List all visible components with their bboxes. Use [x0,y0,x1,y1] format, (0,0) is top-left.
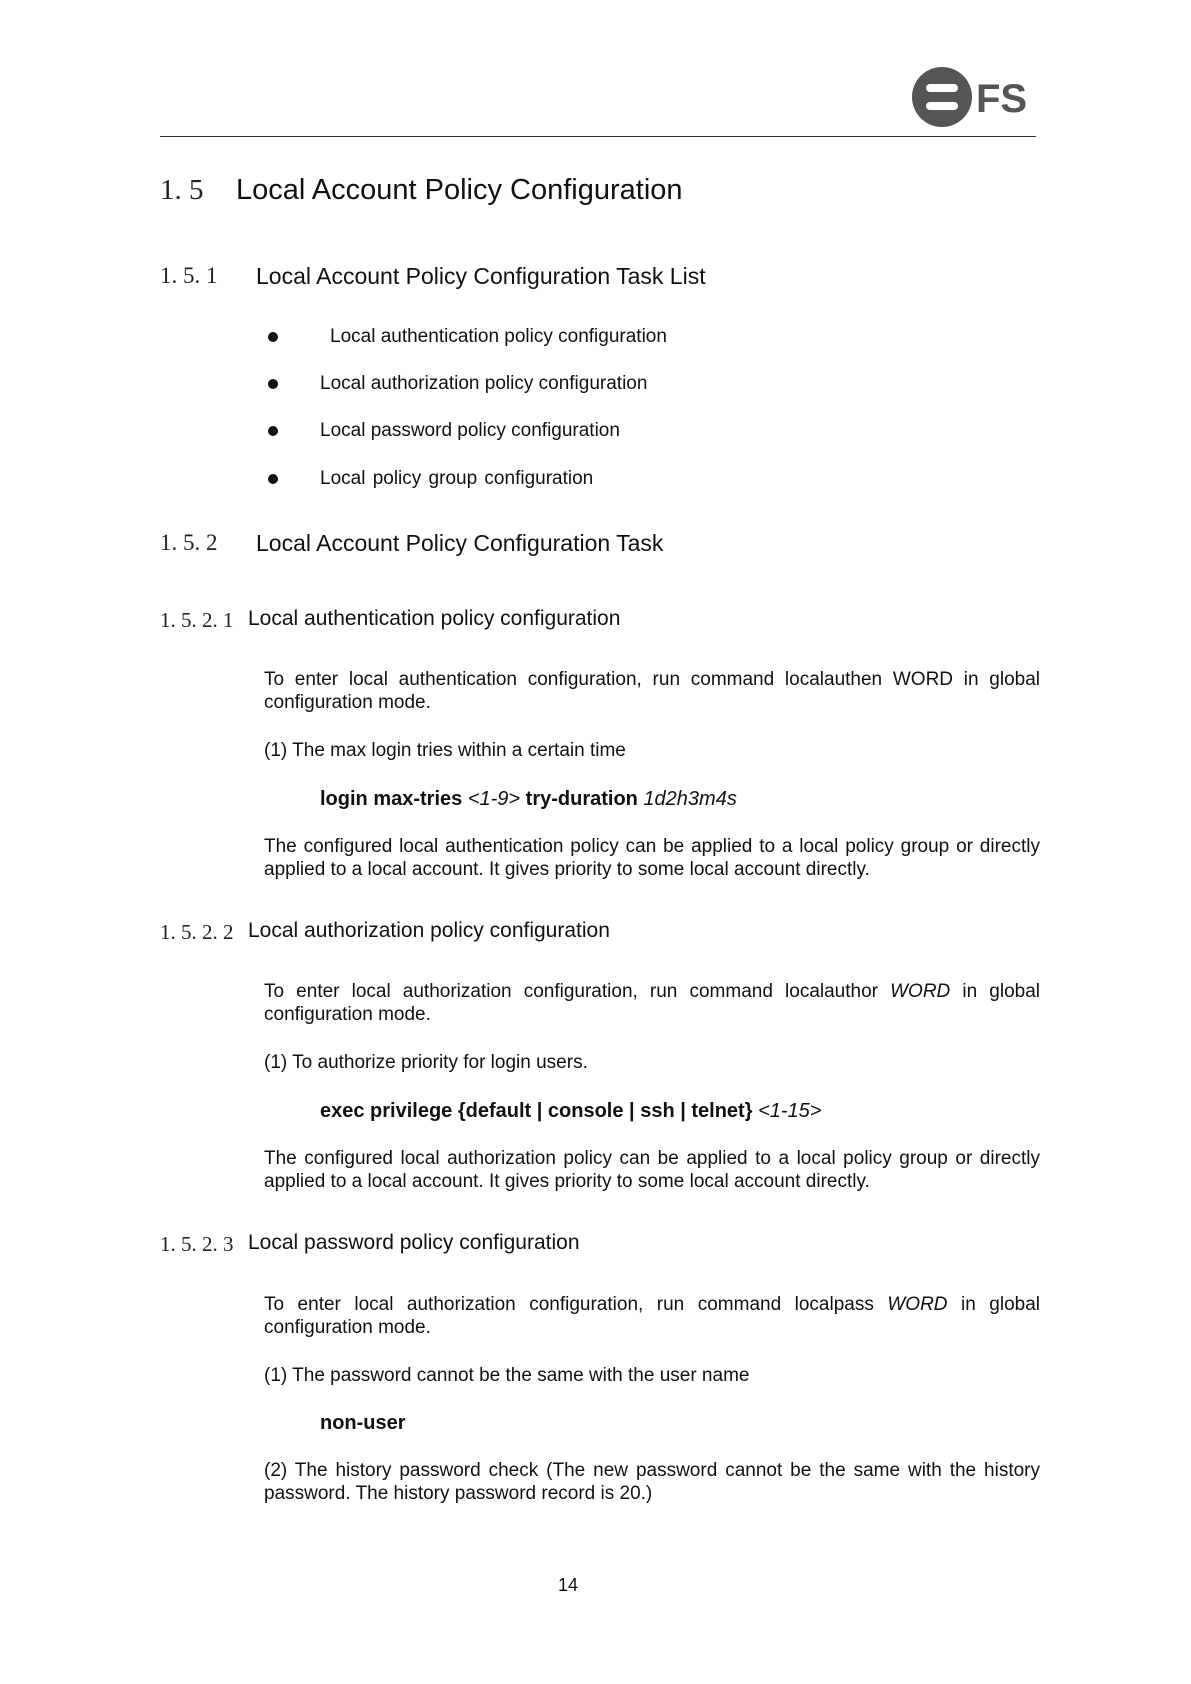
list-item: Local authorization policy configuration [320,373,648,394]
section-title: Local authentication policy configuration [248,607,621,630]
step-text: (1) The max login tries within a certain time [264,740,626,761]
fs-logo [912,62,1032,132]
command-arg: 1d2h3m4s [643,788,737,810]
paragraph-text: in global configuration mode. [264,981,1041,1025]
command-arg: <1-9> [467,788,521,810]
section-number: 1. 5. 2. 2 [160,920,234,944]
paragraph: The configured local authentication policy can be applied to a local policy group or directly applied to a local account. It gives priority to some local account directly. [264,836,1040,880]
bullet-icon [268,379,278,389]
paragraph-arg: WORD [887,1294,948,1315]
command-arg: <1-15> [758,1100,822,1122]
command-keyword: non-user [320,1412,406,1434]
header-rule [160,136,1036,137]
page-title: Local Account Policy Configuration [236,174,683,206]
paragraph-text: To enter local authorization configuration, run command localpass [264,1294,874,1315]
step-text: (1) The password cannot be the same with the user name [264,1365,750,1386]
section-title: Local authorization policy configuration [248,919,610,942]
command-keyword: try-duration [525,788,638,810]
section-title: Local password policy configuration [248,1231,580,1254]
section-number: 1. 5. 2. 1 [160,608,234,632]
list-item: Local authentication policy configuration [330,326,667,347]
task-title: Local Account Policy Configuration Task [256,530,664,556]
bullet-icon [268,332,278,342]
paragraph: To enter local authentication configuration, run command localauthen WORD in global configuration mode. [264,669,1040,713]
section-number: 1. 5. 2. 3 [160,1232,234,1256]
command-keyword: login max-tries [320,788,463,810]
heading-number: 1. 5 [160,174,204,206]
list-item: Local password policy configuration [320,420,620,441]
step-text: (1) To authorize priority for login users. [264,1052,588,1073]
command-keyword: exec privilege {default | console | ssh | telnet} [320,1100,753,1122]
paragraph: The configured local authorization policy can be applied to a local policy group or directly applied to a local account. It gives priority to some local account directly. [264,1148,1040,1192]
task-list-number: 1. 5. 1 [160,263,218,288]
task-list-title: Local Account Policy Configuration Task List [256,263,706,289]
page-number: 14 [557,1575,579,1595]
paragraph [264,980,1040,1026]
task-number: 1. 5. 2 [160,530,218,555]
logo-text: FS [976,77,1028,121]
paragraph [264,1293,1040,1339]
bullet-icon [268,474,278,484]
paragraph: (2) The history password check (The new password cannot be the same with the history password. The history password record is 20.) [264,1460,1040,1504]
bullet-icon [268,426,278,436]
paragraph-text: To enter local authorization configuration, run command localauthor [264,981,878,1002]
paragraph-arg: WORD [890,981,951,1002]
command-line [320,788,737,811]
command-line [320,1100,821,1123]
list-item: Local policy group configuration [320,468,594,489]
paragraph-text: in global configuration mode. [264,1294,1041,1338]
